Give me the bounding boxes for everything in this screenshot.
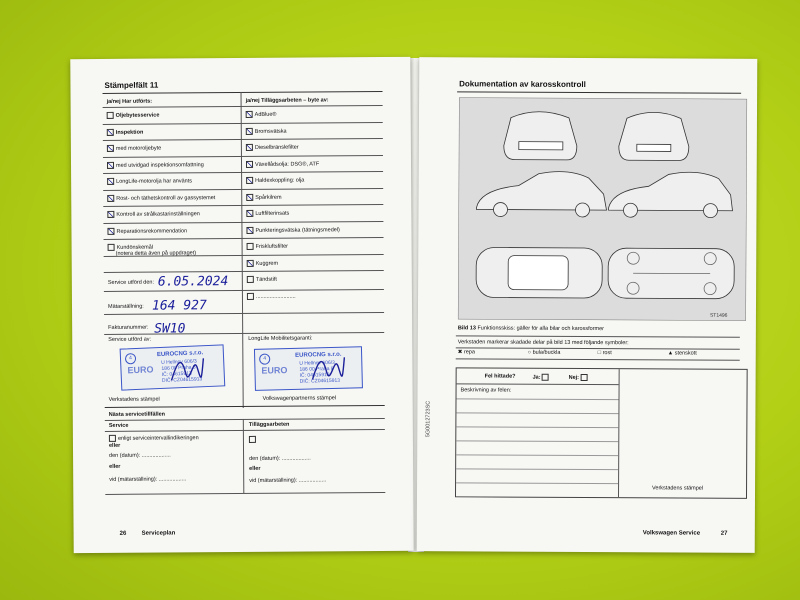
done-checkbox[interactable] xyxy=(107,178,114,185)
stamp-logo: EURO xyxy=(127,364,154,376)
done-checkbox[interactable] xyxy=(107,145,114,152)
page-number-right: 27 xyxy=(720,530,728,537)
figure-caption: Bild 13 Funktionsskiss: gäller för alla bilar och karossformer xyxy=(457,325,605,333)
done-checkbox[interactable] xyxy=(107,211,114,218)
done-checkbox[interactable] xyxy=(107,112,114,119)
done-checkbox[interactable] xyxy=(108,244,115,251)
description-label: Beskrivning av felen: xyxy=(460,387,512,394)
yes-checkbox[interactable] xyxy=(542,374,549,381)
side-code: 5G0012723SC xyxy=(425,400,432,438)
next-col-service: Service xyxy=(108,422,129,429)
done-item: Reparationsrekommendation xyxy=(107,227,187,235)
legend-item: □ rost xyxy=(597,350,612,357)
col1-header: ja/nej Har utförts: xyxy=(106,98,153,105)
col2-header: ja/nej Tilläggsarbeten – byte av: xyxy=(245,97,329,104)
service-date-value: 6.05.2024 xyxy=(157,274,229,290)
next-interval-line: enligt serviceintervallindikeringen xyxy=(109,434,199,442)
stamp-caption-right: Volkswagenpartnerns stämpel xyxy=(262,395,337,402)
extra-work-item: Luftfilterinsats xyxy=(246,210,289,217)
done-checkbox[interactable] xyxy=(107,227,114,234)
legend-item: ▲ stenskott xyxy=(667,350,697,357)
extra-box xyxy=(249,436,258,443)
page-label-left: Serviceplan xyxy=(141,530,176,537)
done-checkbox[interactable] xyxy=(107,161,114,168)
car-body-diagram xyxy=(458,97,747,321)
extra-work-item: AdBlue® xyxy=(246,111,277,118)
next-service-title: Nästa servicetillfällen xyxy=(108,411,166,418)
left-page xyxy=(70,57,413,553)
done-item: Inspektion xyxy=(107,128,144,135)
done-item: Kundönskemål (notera detta även på uppdraget) xyxy=(108,243,197,257)
svg-text:ST1496: ST1496 xyxy=(709,312,728,319)
extra-checkbox[interactable] xyxy=(246,177,253,184)
invoice-value: SW10 xyxy=(154,321,186,337)
extra-work-item: Spårkilrem xyxy=(246,193,281,200)
extra-checkbox[interactable] xyxy=(246,193,253,200)
done-item: Rost- och täthetskontroll av gassystemet xyxy=(107,194,215,202)
extra-work-item: Friskluftsfilter xyxy=(247,243,288,250)
signature-right xyxy=(308,349,348,389)
extra-work-item: Haldexkoppling: olja xyxy=(246,177,304,184)
extra-checkbox[interactable] xyxy=(246,144,253,151)
page-title: Dokumentation av karosskontroll xyxy=(459,79,586,89)
extra-mileage: vid (mätarställning): .................. xyxy=(249,477,327,484)
performed-by-label: Service utförd av: xyxy=(108,336,152,343)
extra-work-item: .......................... xyxy=(247,292,296,299)
partner-stamp: 4 EUROCNG s.r.o. U Hellnov 606/3 186 00 Praha 8 IČ: 04615913 DIČ: CZ04615913 EURO xyxy=(254,346,363,391)
page-label-right: Volkswagen Service xyxy=(642,530,701,537)
done-item: Oljebytesservice xyxy=(107,112,160,119)
extra-checkbox[interactable] xyxy=(247,259,254,266)
fault-found-label: Fel hittade? xyxy=(484,373,516,380)
right-page xyxy=(417,57,758,553)
stamp-caption-left: Verkstadens stämpel xyxy=(108,396,160,403)
page-title: Stämpelfält 11 xyxy=(104,80,159,90)
extra-date: den (datum): ................... xyxy=(249,455,311,462)
extra-checkbox[interactable] xyxy=(247,292,254,299)
next-or-1: eller xyxy=(108,442,121,449)
damage-legend xyxy=(458,349,742,356)
service-date-label: Service utförd den: xyxy=(107,279,155,286)
next-mileage: vid (mätarställning): .................. xyxy=(109,476,187,483)
extra-work-item: Kuggrem xyxy=(247,259,278,266)
done-checkbox[interactable] xyxy=(107,194,114,201)
next-or-2: eller xyxy=(109,463,121,470)
extra-checkbox[interactable] xyxy=(246,127,253,134)
extra-checkbox[interactable] xyxy=(246,210,253,217)
extra-work-item: Punkteringsvätska (tätningsmedel) xyxy=(246,226,339,234)
extra-or: eller xyxy=(249,465,261,472)
extra-checkbox[interactable] xyxy=(246,160,253,167)
no-checkbox[interactable] xyxy=(581,374,588,381)
no-label: Nej: xyxy=(569,374,590,381)
workshop-stamp: 4 EUROCNG s.r.o. U Hellnov 606/3 186 00 Praha 8 IČ: 04615913 DIČ: CZ04615913 EURO xyxy=(120,344,226,390)
legend-item: ○ bula/buckla xyxy=(527,349,561,356)
extra-checkbox[interactable] xyxy=(247,276,254,283)
fault-form xyxy=(455,367,748,499)
extra-work-item: Bromsvätska xyxy=(246,127,287,134)
next-date: den (datum): ................... xyxy=(109,452,171,459)
longlife-label: LongLife Mobilitetsgaranti: xyxy=(248,335,313,342)
mileage-value: 164 927 xyxy=(151,298,207,314)
page-number-left: 26 xyxy=(119,530,127,537)
extra-work-item: Dieselbränslefilter xyxy=(246,144,299,151)
signature-left xyxy=(167,350,207,390)
yes-label: Ja: xyxy=(533,374,552,381)
next-col-extra: Tilläggsarbeten xyxy=(248,421,290,428)
done-item: Kontroll av strålkastarinställningen xyxy=(107,210,200,218)
done-item: med utvidgad inspektionsomfattning xyxy=(107,161,204,169)
extra-checkbox[interactable] xyxy=(247,243,254,250)
done-item: LongLife-motorolja har använts xyxy=(107,177,192,185)
done-item: med motoroljebyte xyxy=(107,145,161,152)
damage-instruction: Verkstaden markerar skadade delar på bild 13 med följande symboler: xyxy=(457,339,629,347)
workshop-stamp-label: Verkstadens stämpel xyxy=(652,485,704,492)
extra-work-item: Växellådsolja: DSG®, ATF xyxy=(246,160,319,168)
extra-checkbox[interactable] xyxy=(246,111,253,118)
done-checkbox[interactable] xyxy=(107,128,114,135)
invoice-label: Fakturanummer: xyxy=(108,324,149,331)
legend-item: ✖ repa xyxy=(457,349,475,356)
extra-work-item: Tändstift xyxy=(247,276,277,283)
extra-checkbox[interactable] xyxy=(246,226,253,233)
mileage-label: Mätarställning: xyxy=(107,303,144,310)
